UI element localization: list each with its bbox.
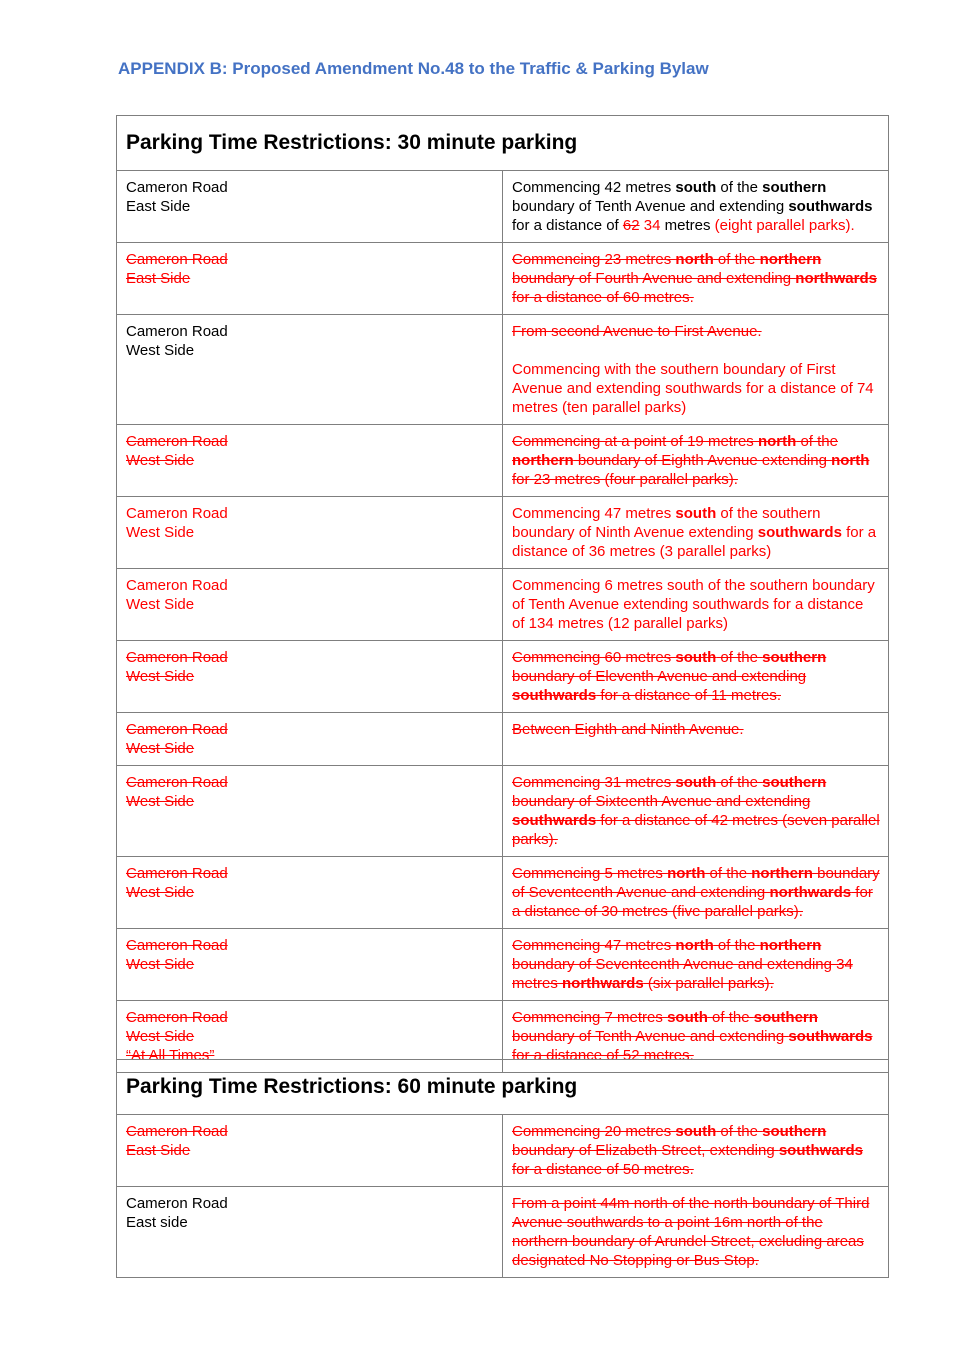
text-segment: (eight parallel parks). — [714, 217, 855, 234]
text-segment: Commencing 47 metres — [512, 505, 676, 522]
description-cell — [503, 243, 889, 315]
text-segment: boundary of Elizabeth Street, extending — [512, 1142, 779, 1159]
table-row — [117, 857, 889, 929]
location-line: Cameron Road — [126, 179, 228, 196]
table-row — [117, 1187, 889, 1278]
table-row — [117, 569, 889, 641]
text-segment: southern — [762, 649, 827, 666]
table-row — [117, 243, 889, 315]
location-line: “At All Times” — [126, 1047, 215, 1064]
table-row — [117, 171, 889, 243]
text-segment: northwards — [795, 270, 877, 287]
text-segment: north — [667, 865, 706, 882]
description-paragraph — [512, 648, 880, 705]
text-segment: metres — [660, 217, 715, 234]
location-cell — [117, 171, 503, 243]
location-cell — [117, 929, 503, 1001]
description-cell — [503, 641, 889, 713]
location-line: West Side — [126, 668, 195, 685]
table-row — [117, 1115, 889, 1187]
text-segment: Commencing 7 metres — [512, 1009, 668, 1026]
text-segment: Commencing 42 metres — [512, 179, 676, 196]
text-segment: north — [675, 251, 714, 268]
text-segment: boundary of Sixteenth Avenue and extending — [512, 793, 811, 810]
text-segment: south — [675, 179, 717, 196]
location-line: West Side — [126, 793, 195, 810]
description-paragraph — [512, 504, 880, 561]
text-segment: southwards — [778, 1142, 864, 1159]
location-cell — [117, 569, 503, 641]
location-line: Cameron Road — [126, 865, 228, 882]
text-segment: From a point 44m north of the north boundary of Third Avenue southwards to a point 16m north of the northern boundary of Arundel Street, excluding areas designated No Stopping or Bus Stop. — [512, 1195, 870, 1269]
description-paragraph — [512, 1194, 880, 1270]
text-segment: From second Avenue to First Avenue. — [512, 323, 762, 340]
location-cell — [117, 425, 503, 497]
location-cell — [117, 713, 503, 766]
text-segment: for a distance of 42 metres (seven parallel parks). — [512, 812, 880, 848]
description-cell — [503, 315, 889, 425]
text-segment: for a distance of 60 metres. — [512, 289, 694, 306]
location-line: West Side — [126, 524, 195, 541]
text-segment: southern — [753, 1009, 818, 1026]
description-cell — [503, 713, 889, 766]
location-cell — [117, 1187, 503, 1278]
location-line: Cameron Road — [126, 505, 228, 522]
description-paragraph — [512, 432, 880, 489]
description-cell — [503, 1115, 889, 1187]
table-title-row — [117, 1060, 889, 1115]
location-line: East Side — [126, 198, 191, 215]
text-segment: southern — [762, 774, 827, 791]
text-segment: of the — [716, 649, 763, 666]
location-line: West Side — [126, 596, 195, 613]
text-segment: north — [831, 452, 870, 469]
text-segment: boundary of Eighth Avenue extending — [573, 452, 832, 469]
location-line: Cameron Road — [126, 649, 228, 666]
appendix-heading: APPENDIX B: Proposed Amendment No.48 to the Traffic & Parking Bylaw — [118, 59, 709, 78]
description-paragraph — [512, 1122, 880, 1179]
text-segment: northwards — [769, 884, 852, 901]
description-cell — [503, 857, 889, 929]
text-segment: of the — [796, 433, 838, 450]
text-segment: Commencing 5 metres — [512, 865, 668, 882]
text-segment: southwards — [757, 524, 842, 541]
location-line: Cameron Road — [126, 577, 228, 594]
table-row — [117, 713, 889, 766]
location-line: West Side — [126, 342, 195, 359]
location-cell — [117, 857, 503, 929]
table-title: Parking Time Restrictions: 30 minute parking — [117, 116, 889, 171]
text-segment: of the — [713, 937, 760, 954]
text-segment: Commencing 6 metres south of the southern boundary of Tenth Avenue extending southwards for a distance of 134 metres (12 parallel parks) — [512, 577, 875, 632]
text-segment: north — [757, 433, 797, 450]
table-row — [117, 766, 889, 857]
table-60-minute-parking — [116, 1059, 889, 1278]
text-segment: for a distance of 50 metres. — [512, 1161, 694, 1178]
text-segment: southwards — [788, 1028, 873, 1045]
text-segment: of the — [716, 774, 763, 791]
text-segment: Commencing 23 metres — [512, 251, 676, 268]
text-segment: southwards — [512, 812, 597, 829]
description-cell — [503, 766, 889, 857]
description-cell — [503, 569, 889, 641]
text-segment: south — [675, 774, 717, 791]
text-segment: of the — [713, 251, 760, 268]
text-segment: of the — [716, 179, 763, 196]
text-segment: 34 — [639, 217, 661, 234]
text-segment: south — [675, 505, 717, 522]
location-line: Cameron Road — [126, 1123, 228, 1140]
text-segment: Commencing 47 metres — [512, 937, 676, 954]
text-segment: of the — [705, 865, 752, 882]
description-paragraph — [512, 720, 880, 739]
location-line: West Side — [126, 740, 195, 757]
text-segment: for a distance of 52 metres. — [512, 1047, 694, 1064]
description-paragraph — [512, 1008, 880, 1065]
text-segment: boundary of Tenth Avenue and extending — [512, 1028, 789, 1045]
text-segment: for a distance of 36 metres (3 parallel parks) — [512, 524, 877, 560]
location-line: West Side — [126, 1028, 195, 1045]
text-segment: northern — [759, 251, 822, 268]
location-line: Cameron Road — [126, 774, 228, 791]
location-line: West Side — [126, 452, 195, 469]
text-segment: of the — [716, 1123, 763, 1140]
text-segment: south — [675, 649, 717, 666]
description-paragraph — [512, 250, 880, 307]
description-cell — [503, 497, 889, 569]
description-paragraph — [512, 936, 880, 993]
text-segment: southern — [762, 1123, 827, 1140]
table-title: Parking Time Restrictions: 60 minute parking — [117, 1060, 889, 1115]
text-segment: of the — [707, 1009, 754, 1026]
text-segment: boundary of Tenth Avenue and extending — [512, 198, 789, 215]
description-cell — [503, 425, 889, 497]
location-line: Cameron Road — [126, 323, 228, 340]
location-cell — [117, 497, 503, 569]
text-segment: northern — [512, 452, 574, 469]
text-segment: boundary of Eleventh Avenue and extending — [512, 668, 807, 685]
description-cell — [503, 171, 889, 243]
table-row — [117, 315, 889, 425]
text-segment: south — [675, 1123, 717, 1140]
location-cell — [117, 315, 503, 425]
text-segment: Commencing 31 metres — [512, 774, 676, 791]
text-segment: Between Eighth and Ninth Avenue. — [512, 721, 744, 738]
location-line: East side — [126, 1214, 188, 1231]
text-segment: south — [667, 1009, 708, 1026]
text-segment: for 23 metres (four parallel parks). — [512, 471, 738, 488]
location-cell — [117, 766, 503, 857]
location-line: East Side — [126, 1142, 191, 1159]
description-paragraph — [512, 864, 880, 921]
description-paragraph — [512, 773, 880, 849]
text-segment: north — [675, 937, 714, 954]
location-cell — [117, 1115, 503, 1187]
table-30-minute-parking — [116, 115, 889, 1073]
location-line: Cameron Road — [126, 1195, 228, 1212]
table-row — [117, 425, 889, 497]
location-line: Cameron Road — [126, 937, 228, 954]
description-paragraph — [512, 576, 880, 633]
location-line: West Side — [126, 884, 195, 901]
text-segment: Commencing 20 metres — [512, 1123, 676, 1140]
text-segment: southern — [762, 179, 827, 196]
text-segment: Commencing 60 metres — [512, 649, 676, 666]
text-segment: for a distance of — [512, 217, 623, 234]
location-line: Cameron Road — [126, 1009, 228, 1026]
table-title-row — [117, 116, 889, 171]
description-paragraph — [512, 360, 880, 417]
text-segment: southwards — [512, 687, 597, 704]
text-segment: boundary of Seventeenth Avenue and extending 34 metres — [512, 956, 853, 992]
text-segment: boundary of Fourth Avenue and extending — [512, 270, 796, 287]
text-segment: boundary of Seventeenth Avenue and extending — [512, 865, 880, 901]
text-segment: for a distance of 11 metres. — [596, 687, 781, 704]
text-segment: for a distance of 30 metres (five parallel parks). — [512, 884, 873, 920]
description-cell — [503, 1187, 889, 1278]
table-row — [117, 929, 889, 1001]
text-segment: Commencing with the southern boundary of First Avenue and extending southwards for a distance of 74 metres (ten parallel parks) — [512, 361, 874, 416]
text-segment: Commencing at a point of 19 metres — [512, 433, 758, 450]
location-cell — [117, 641, 503, 713]
description-cell — [503, 929, 889, 1001]
text-segment: 62 — [622, 217, 640, 234]
text-segment: of the southern boundary of Ninth Avenue extending — [512, 505, 821, 541]
location-line: East Side — [126, 270, 191, 287]
text-segment: northwards — [562, 975, 644, 992]
description-paragraph — [512, 322, 880, 341]
text-segment: northern — [751, 865, 813, 882]
location-line: Cameron Road — [126, 251, 228, 268]
description-paragraph — [512, 178, 880, 235]
text-segment: southwards — [788, 198, 873, 215]
table-row — [117, 497, 889, 569]
location-cell — [117, 243, 503, 315]
location-line: West Side — [126, 956, 195, 973]
location-line: Cameron Road — [126, 721, 228, 738]
table-row — [117, 641, 889, 713]
text-segment: northern — [759, 937, 822, 954]
text-segment: (six parallel parks). — [643, 975, 774, 992]
location-line: Cameron Road — [126, 433, 228, 450]
